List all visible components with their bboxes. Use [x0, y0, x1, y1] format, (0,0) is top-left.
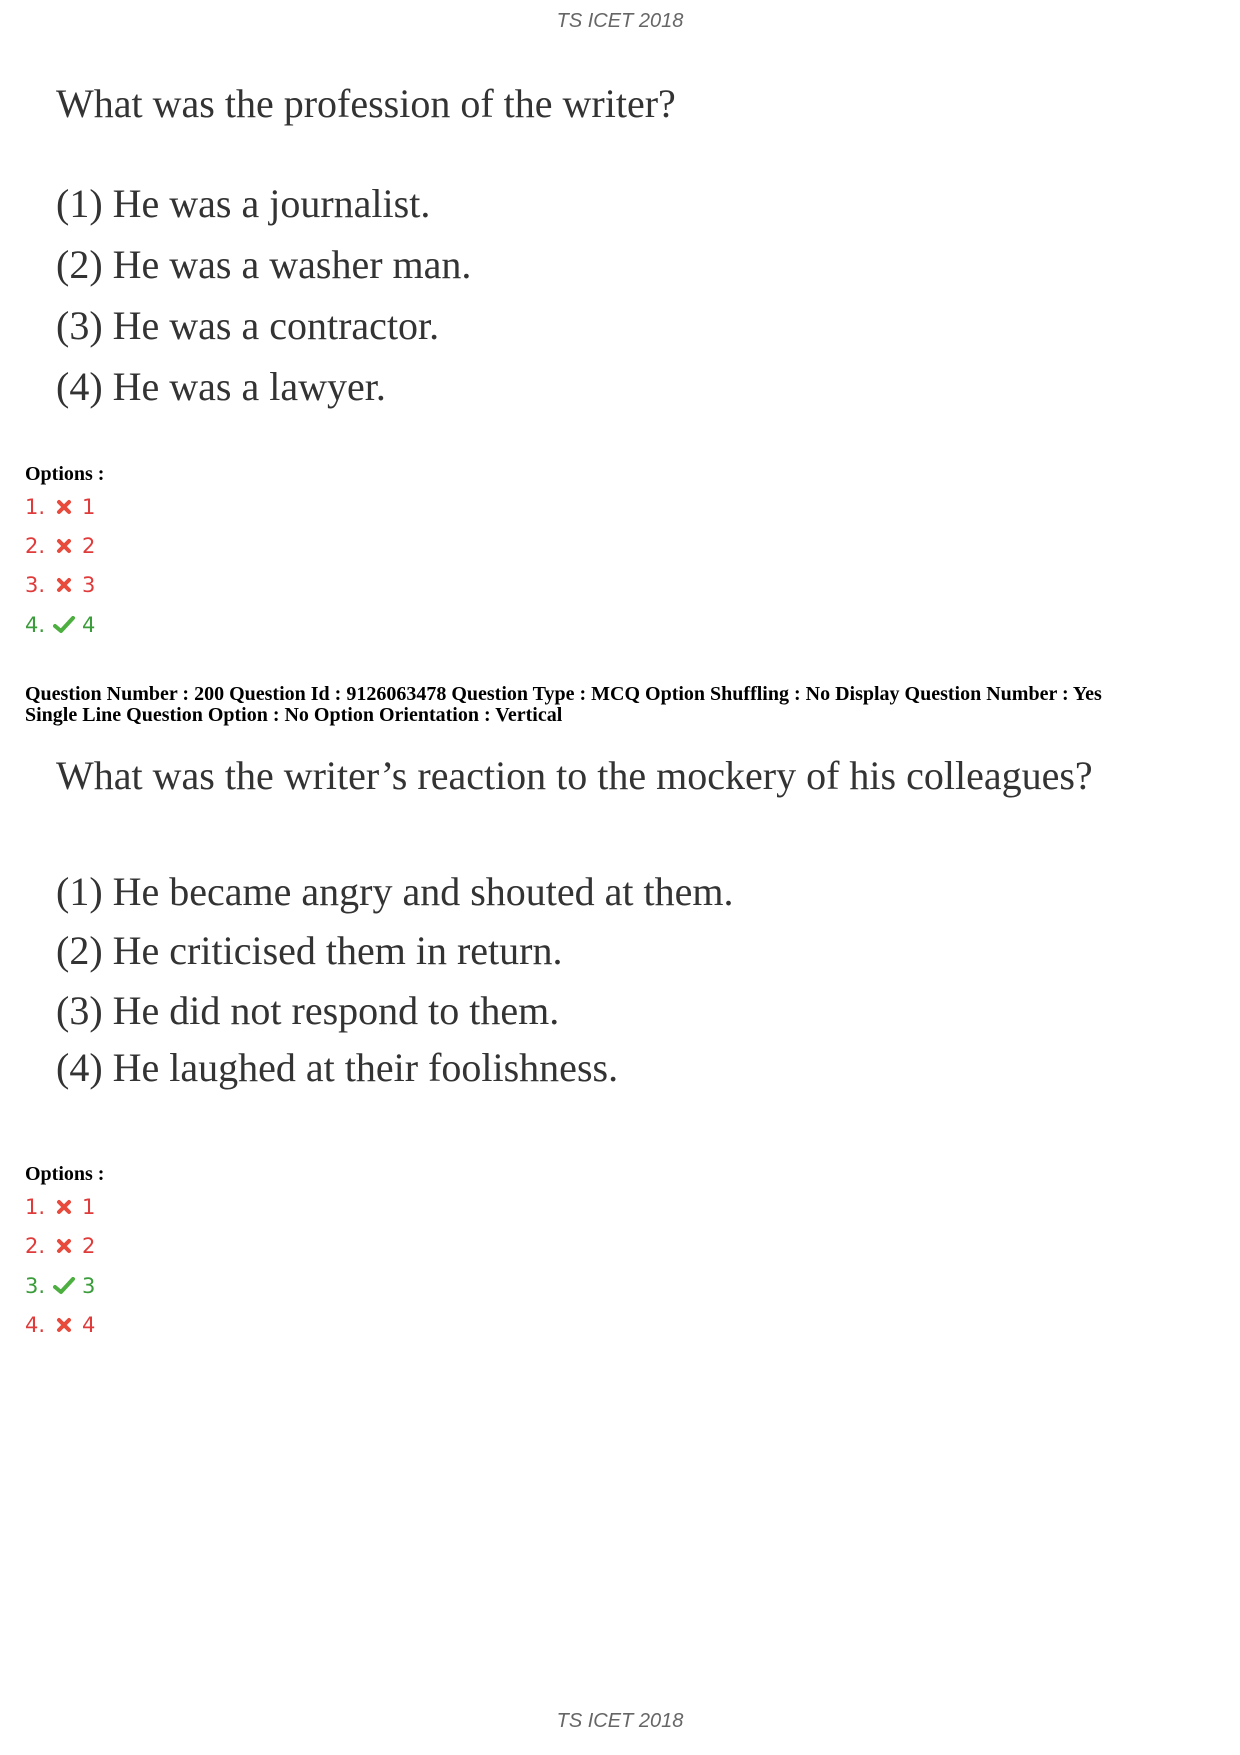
option-number: 1. [25, 1195, 46, 1219]
option-row [25, 491, 95, 523]
option-value: 2 [82, 1234, 96, 1258]
option-number: 3. [25, 1274, 46, 1298]
page-header: TS ICET 2018 [556, 10, 684, 32]
question-1-image [56, 80, 676, 409]
option-row [25, 569, 95, 601]
option-value: 1 [82, 1195, 96, 1219]
question-1-choice: (1) He was a journalist. [56, 181, 431, 226]
cross-icon [52, 538, 76, 554]
question-1-text: What was the profession of the writer? [56, 81, 676, 126]
option-row [25, 1191, 95, 1223]
option-number: 1. [25, 495, 46, 519]
question-2-image [56, 752, 1093, 1090]
cross-icon [52, 1199, 76, 1215]
question-2-choice: (4) He laughed at their foolishness. [56, 1045, 619, 1090]
question-meta-line: Single Line Question Option : No Option Orientation : Vertical [25, 704, 563, 726]
cross-icon [52, 1238, 76, 1254]
option-row [25, 1230, 95, 1262]
cross-icon [52, 577, 76, 593]
option-value: 1 [82, 495, 96, 519]
option-value: 4 [82, 1313, 96, 1337]
option-value: 2 [82, 534, 96, 558]
option-value: 3 [82, 1274, 96, 1298]
option-row [25, 1270, 95, 1302]
question-2-text: What was the writer’s reaction to the mockery of his colleagues? [56, 753, 1093, 798]
question-1-choice: (3) He was a contractor. [56, 303, 440, 348]
check-icon [52, 1277, 76, 1295]
cross-icon [52, 499, 76, 515]
option-number: 2. [25, 1234, 46, 1258]
option-number: 4. [25, 613, 46, 637]
option-number: 4. [25, 1313, 46, 1337]
page-footer: TS ICET 2018 [556, 1710, 684, 1732]
question-2-choice: (1) He became angry and shouted at them. [56, 869, 734, 914]
option-value: 3 [82, 573, 96, 597]
question-1-choice: (2) He was a washer man. [56, 242, 472, 287]
question-2-choice: (3) He did not respond to them. [56, 988, 560, 1033]
question-meta-line: Question Number : 200 Question Id : 9126063478 Question Type : MCQ Option Shuffling : No Display Question Number : Yes [25, 683, 1102, 705]
option-row [25, 1309, 95, 1341]
option-number: 2. [25, 534, 46, 558]
options-label: Options : [25, 1163, 105, 1185]
option-number: 3. [25, 573, 46, 597]
check-icon [52, 616, 76, 634]
cross-icon [52, 1317, 76, 1333]
option-row [25, 609, 95, 641]
options-label: Options : [25, 463, 105, 485]
option-value: 4 [82, 613, 96, 637]
question-meta [25, 684, 1225, 726]
question-2-choice: (2) He criticised them in return. [56, 928, 563, 973]
question-1-choice: (4) He was a lawyer. [56, 364, 386, 409]
option-row [25, 530, 95, 562]
